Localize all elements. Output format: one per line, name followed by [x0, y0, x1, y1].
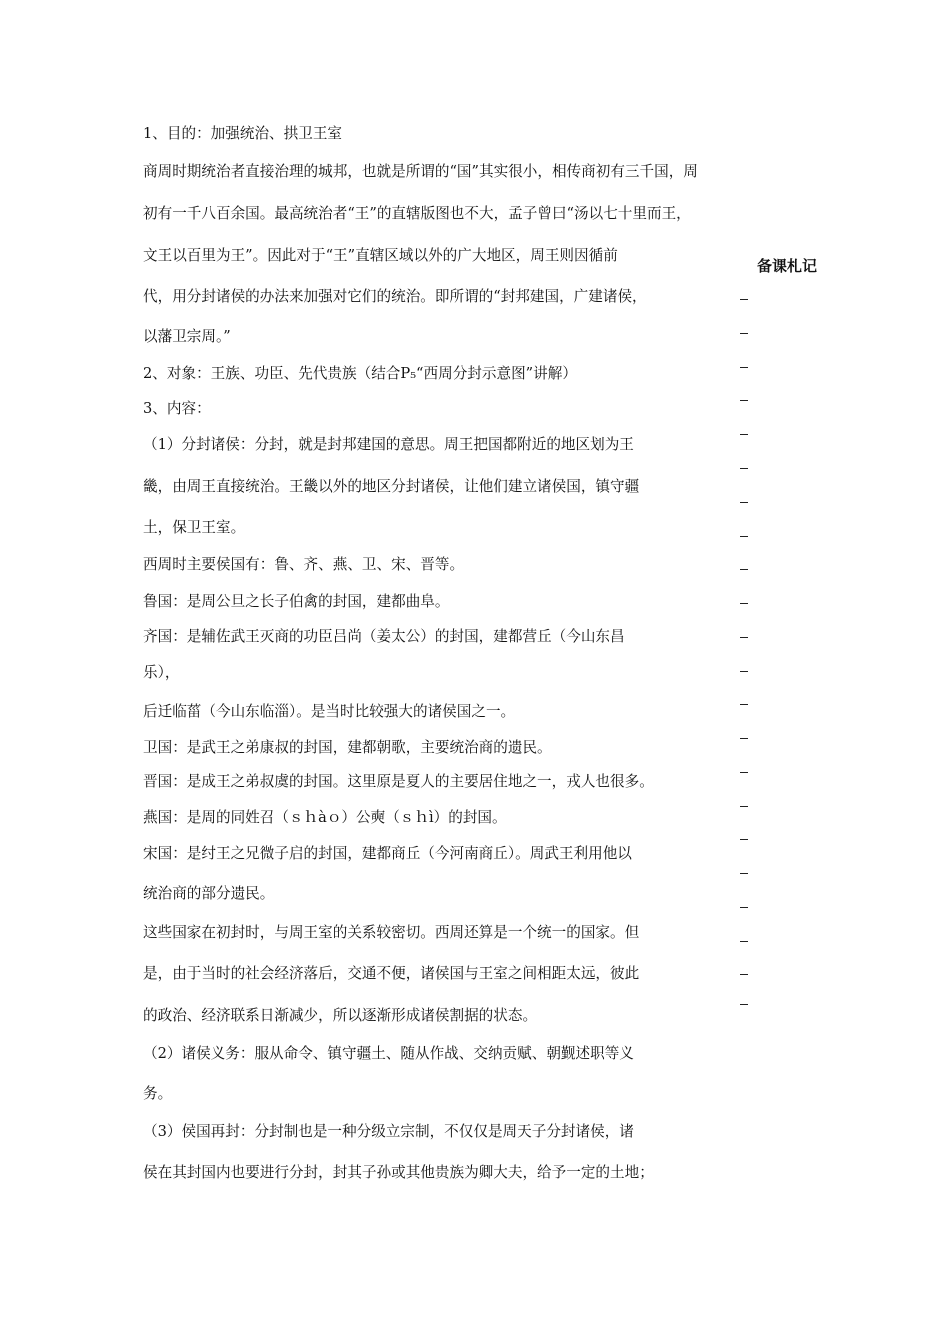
text-line: （2）诸侯义务：服从命令、镇守疆土、随从作战、交纳贡赋、朝觐述职等义 [143, 1045, 634, 1062]
text-line: 统治商的部分遗民。 [143, 885, 275, 902]
text-line: 卫国：是武王之弟康叔的封国，建都朝歌，主要统治商的遗民。 [143, 739, 552, 756]
text-line: 畿，由周王直接统治。王畿以外的地区分封诸侯，让他们建立诸侯国，镇守疆 [143, 478, 640, 495]
notes-dash [740, 941, 748, 942]
notes-dash [740, 907, 748, 908]
text-line: 商周时期统治者直接治理的城邦，也就是所谓的“国”其实很小，相传商初有三千国，周 [143, 163, 698, 180]
text-line: 1、目的：加强统治、拱卫王室 [143, 125, 343, 142]
notes-dash [740, 333, 748, 334]
notes-dash [740, 671, 748, 672]
lesson-notes-title: 备课札记 [757, 257, 818, 275]
text-line: 晋国：是成王之弟叔虞的封国。这里原是夏人的主要居住地之一，戎人也很多。 [143, 773, 654, 790]
notes-dash [740, 738, 748, 739]
notes-dash [740, 434, 748, 435]
notes-dash [740, 772, 748, 773]
text-line: 鲁国：是周公旦之长子伯禽的封国，建都曲阜。 [143, 593, 450, 610]
notes-dash [740, 367, 748, 368]
text-line: 土，保卫王室。 [143, 519, 246, 536]
notes-dash [740, 637, 748, 638]
text-line: （3）侯国再封：分封制也是一种分级立宗制，不仅仅是周天子分封诸侯，诸 [143, 1123, 634, 1140]
notes-dash [740, 704, 748, 705]
text-line: 是，由于当时的社会经济落后，交通不便，诸侯国与王室之间相距太远，彼此 [143, 965, 640, 982]
notes-dash [740, 806, 748, 807]
text-line: 以藩卫宗周。” [143, 328, 231, 345]
text-line: 乐）， [143, 664, 180, 681]
notes-dash [740, 1004, 748, 1005]
text-line: 侯在其封国内也要进行分封，封其子孙或其他贵族为卿大夫，给予一定的土地； [143, 1164, 654, 1181]
text-line: 3、内容： [143, 400, 211, 417]
notes-dash [740, 502, 748, 503]
text-line: 后迁临菑（今山东临淄）。是当时比较强大的诸侯国之一。 [143, 703, 516, 720]
text-line: 文王以百里为王”。因此对于“王”直辖区域以外的广大地区，周王则因循前 [143, 247, 618, 264]
notes-dash [740, 603, 748, 604]
text-line: 西周时主要侯国有：鲁、齐、燕、卫、宋、晋等。 [143, 556, 465, 573]
text-line: （1）分封诸侯：分封，就是封邦建国的意思。周王把国都附近的地区划为王 [143, 436, 634, 453]
text-line: 代，用分封诸侯的办法来加强对它们的统治。即所谓的“封邦建国，广建诸侯， [143, 288, 647, 305]
text-line: 燕国：是周的同姓召（ｓｈàｏ）公奭（ｓｈì）的封国。 [143, 809, 507, 826]
notes-dash [740, 400, 748, 401]
text-line: 的政治、经济联系日渐减少，所以逐渐形成诸侯割据的状态。 [143, 1007, 538, 1024]
text-line: 这些国家在初封时，与周王室的关系较密切。西周还算是一个统一的国家。但 [143, 924, 640, 941]
notes-dash [740, 468, 748, 469]
text-line: 务。 [143, 1085, 173, 1102]
text-line: 初有一千八百余国。最高统治者“王”的直辖版图也不大，孟子曾曰“汤以七十里而王， [143, 205, 691, 222]
notes-dash [740, 569, 748, 570]
notes-dash [740, 873, 748, 874]
text-line: 宋国：是纣王之兄微子启的封国，建都商丘（今河南商丘）。周武王利用他以 [143, 845, 632, 862]
text-line: 2、对象：王族、功臣、先代贵族（结合P₅“西周分封示意图”讲解） [143, 365, 577, 382]
notes-dash [740, 839, 748, 840]
notes-dash [740, 299, 748, 300]
text-line: 齐国：是辅佐武王灭商的功臣吕尚（姜太公）的封国，建都营丘（今山东昌 [143, 628, 625, 645]
notes-dash [740, 974, 748, 975]
notes-dash [740, 536, 748, 537]
